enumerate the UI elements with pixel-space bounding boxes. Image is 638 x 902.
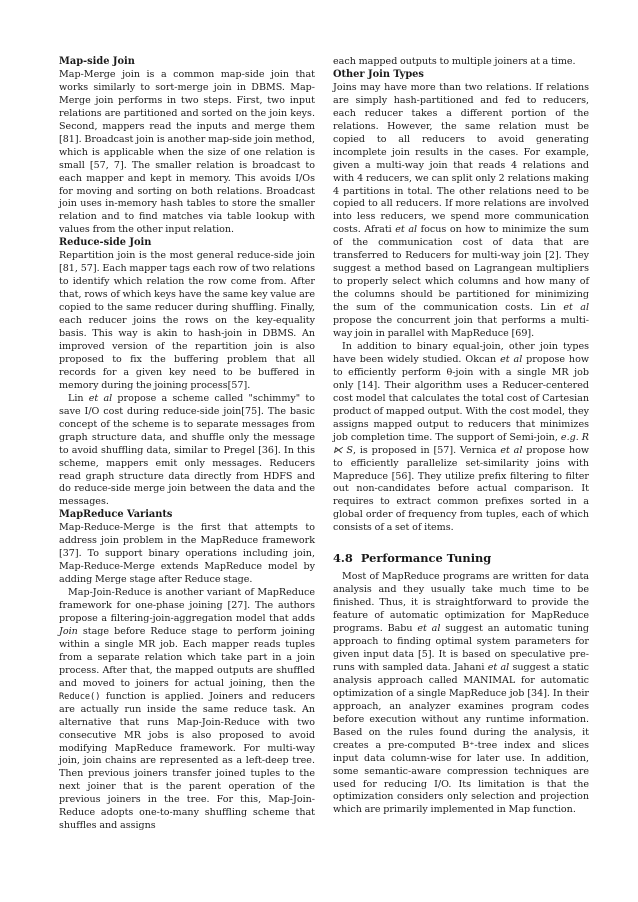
paragraph-map-join-reduce [59, 587, 315, 833]
text-run: suggest an automatic tuning approach to finding optimal system parameters for given input data [5]. It is based on speculative pre-runs with sampled data. Jahani [333, 623, 590, 673]
section-title: Performance Tuning [360, 551, 492, 566]
text-run: propose how to efficiently perform θ-join with a single MR job only [14]. Their algorithm uses a Reducer-centered cost model that calculates the total cost of Cartesian product of mapped output. With the cost model, they assigns mapped output to reducers that minimizes job completion time. The support of Semi-join, [333, 353, 589, 443]
et-al: et al [487, 661, 510, 673]
text-run: Lin [68, 392, 89, 404]
paragraph-continuation: each mapped outputs to multiple joiners at a time. [333, 56, 576, 67]
text-run: focus on how to minimize the sum of the communication cost of data that are transferred to Reducers for multi-way join [2]. They suggest a method based on Lagrangean multipliers to properly select which columns and how many of the columns should be partitioned for minimizing the sum of the communication costs. Lin [333, 224, 590, 314]
paragraph-map-side-join: Map-Merge join is a common map-side join that works similarly to sort-merge join in DBMS. Map-Merge join performs in two steps. First, two input relations are partitioned and sorted on the join keys. Second, mappers read the inputs and merge them [81]. Broadcast join is another map-side join method, which is applicable when the size of one relation is small [57, 7]. The smaller relation is broadcast to each mapper and kept in memory. This avoids I/Os for moving and sorting on both relations. Broadcast join uses in-memory hash tables to store the smaller relation and to find matches via table lookup with values from the other input relation. [59, 68, 315, 236]
paragraph-theta-join [333, 341, 589, 535]
left-column [59, 56, 315, 833]
heading-map-side-join: Map-side Join [59, 56, 135, 67]
section-number: 4.8 [333, 551, 353, 566]
right-column [333, 56, 589, 833]
reduce-function-code: Reduce() [59, 691, 101, 702]
text-run: propose a scheme called "schimmy" to save I/O cost during reduce-side join[75]. The basic concept of the scheme is to separate messages from graph structure data, and shuffle only the message to avoid shuffling data, similar to Pregel [36]. In this scheme, mappers emit only messages. Reducers read graph structure data directly from HDFS and do reduce-side merge join between the data and the messages. [59, 392, 315, 508]
et-al: et al [395, 224, 418, 236]
text-run: Map-Join-Reduce is another variant of MapReduce framework for one-phase joining [27]. The authors propose a filtering-join-aggregation model that adds [59, 587, 315, 624]
text-run: Most of MapReduce programs are written for data analysis and they usually take much time to be finished. Thus, it is straightforward to provide the feature of automatic optimization for MapReduce programs. Babu [333, 571, 589, 635]
paragraph-schimmy [59, 393, 315, 510]
paragraph-multi-way-join [333, 82, 589, 341]
text-run: function is applied. Joiners and reducers are actually run inside the same reduce task. An alternative that runs Map-Join-Reduce with two consecutive MR jobs is also proposed to avoid modifying MapReduce framework. For multi-way join, join chains are represented as a left-deep tree. Then previous joiners transfer joined tuples to the next joiner that is the parent operation of the previous joiners in the tree. For this, Map-Join-Reduce adopts one-to-many shuffling scheme that shuffles and assigns [59, 690, 315, 832]
text-run: Joins may have more than two relations. If relations are simply hash-partitioned and fed to reducers, each reducer takes a different portion of the relations. However, the same relation must be copied to all reducers to avoid generating incomplete join results in the cases. For example, given a multi-way join that reads 4 relations and with 4 reducers, we can split only 2 relations making 4 partitions in total. The other relations need to be copied to all reducers. If more relations are involved into less reducers, we spend more communication costs. Afrati [333, 81, 589, 236]
paper-page [59, 56, 589, 833]
text-run: stage before Reduce stage to perform joining within a single MR job. Each mapper reads tuples from a separate relation which take part in a join process. After that, the mapped outputs are shuffled and moved to joiners for actual joining, then the [59, 625, 315, 689]
text-run: In addition to binary equal-join, other join types have been widely studied. Okcan [333, 340, 589, 365]
et-al: et al [500, 444, 523, 456]
paragraph-performance-tuning [333, 571, 589, 817]
text-run: suggest a static analysis approach called MANIMAL for automatic optimization of a single MapReduce job [34]. In their approach, an analyzer examines program codes before execution without any runtime information. Based on the rules found during the analysis, it creates a pre-computed B⁺-tree index and slices input data column-wise for later use. In addition, some semantic-aware compression techniques are used for reducing I/O. Its limitation is that the optimization considers only selection and projection which are primarily implemented in Map function. [333, 661, 589, 816]
heading-mapreduce-variants: MapReduce Variants [59, 509, 173, 521]
paragraph-repartition-join: Repartition join is the most general reduce-side join [81, 57]. Each mapper tags each row of two relations to identify which relation the row come from. After that, rows of which keys have the same key value are copied to the same reducer during shuffling. Finally, each reducer joins the rows on the key-equality basis. This way is akin to hash-join in DBMS. An improved version of the repartition join is also proposed to fix the buffering problem that all records for a given key need to be buffered in memory during the joining process[57]. [59, 250, 315, 391]
text-run: propose how to efficiently parallelize set-similarity joins with Mapreduce [56]. They utilize prefix filtering to filter out non-candidates before actual comparison. It requires to extract common prefixes sorted in a global order of frequency from tuples, each of which consists of a set of items. [333, 444, 590, 534]
section-heading-performance-tuning [333, 551, 589, 565]
text-run: , is proposed in [57]. Vernica [352, 444, 501, 456]
et-al: et al [417, 623, 441, 635]
et-al: et al [563, 302, 590, 314]
heading-reduce-side-join: Reduce-side Join [59, 237, 152, 249]
paragraph-map-reduce-merge: Map-Reduce-Merge is the first that attempts to address join problem in the MapReduce framework [37]. To support binary operations including join, Map-Reduce-Merge extends MapReduce model by adding Merge stage after Reduce stage. [59, 522, 315, 586]
text-run: propose the concurrent join that performs a multi-way join in parallel with MapReduce [69]. [333, 315, 589, 340]
semi-join-formula: e.g. R ⋉ S [333, 431, 589, 456]
et-al: et al [500, 353, 523, 365]
et-al: et al [88, 392, 113, 404]
heading-other-join-types: Other Join Types [333, 68, 424, 80]
join-italic: Join [59, 625, 78, 637]
